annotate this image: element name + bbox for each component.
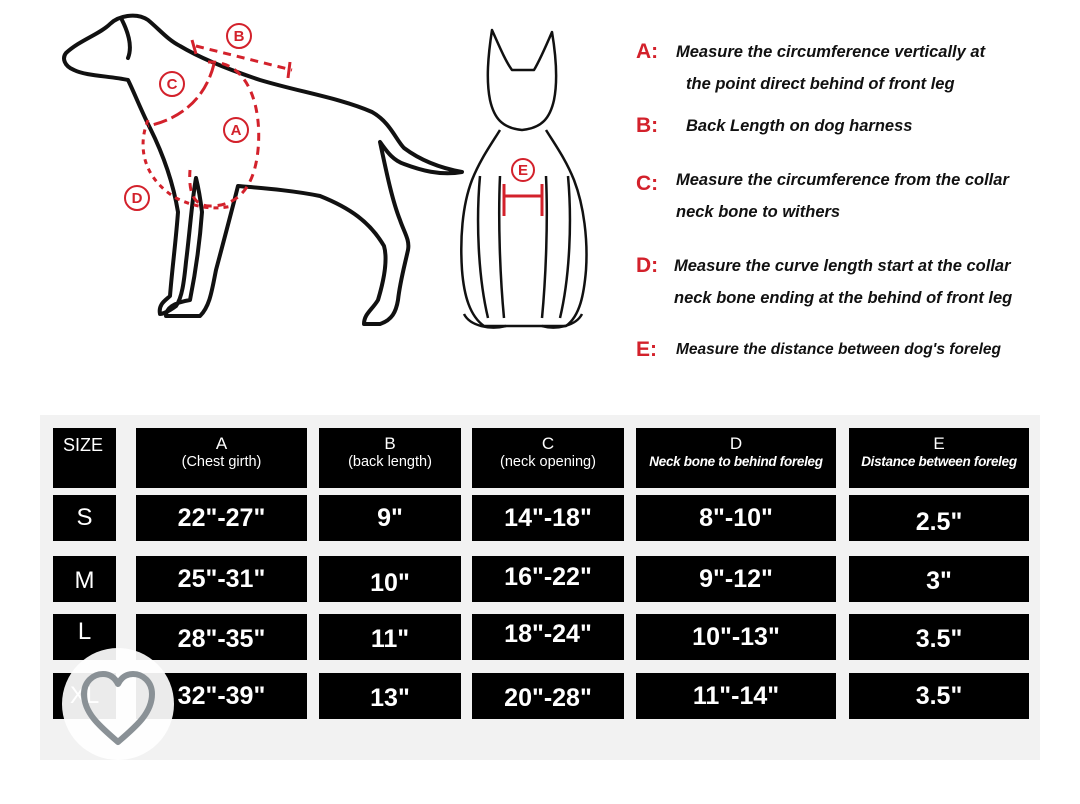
measure-line-b [196, 46, 292, 70]
header-cell-a [136, 428, 307, 488]
legend-e-line-1: Measure the distance between dog's foreleg [676, 341, 1001, 358]
row-l-col-d: 10"-13" [636, 614, 836, 660]
legend-key-e: E: [636, 338, 657, 361]
legend-key-b: B: [636, 114, 659, 137]
legend-key-d: D: [636, 254, 659, 277]
measure-line-d [143, 120, 232, 208]
side-dog-outline [64, 16, 462, 324]
legend-text-a [676, 36, 985, 100]
row-xl-col-a: 32"-39" [136, 673, 307, 719]
header-cell-c [472, 428, 624, 488]
header-c-key: C [541, 434, 555, 453]
header-d-sub: Neck bone to behind foreleg [649, 454, 823, 469]
legend-text-d [674, 250, 1012, 314]
row-s-col-a: 22"-27" [136, 495, 307, 541]
row-s-col-e: 2.5" [849, 495, 1029, 541]
header-d-key: D [729, 434, 743, 453]
row-xl-col-d: 11"-14" [636, 673, 836, 719]
size-cell-l: L [53, 614, 116, 660]
favorite-button[interactable] [62, 648, 174, 760]
row-l-col-b: 11" [319, 614, 461, 660]
row-m-col-e: 3" [849, 556, 1029, 602]
marker-d-label: D [131, 190, 143, 207]
legend-a-line-2: the point direct behind of front leg [686, 75, 955, 93]
row-xl-col-c: 20"-28" [472, 673, 624, 719]
row-s-col-b: 9" [319, 495, 461, 541]
row-m-col-a: 25"-31" [136, 556, 307, 602]
row-xl-col-e: 3.5" [849, 673, 1029, 719]
legend-key-c: C: [636, 172, 659, 195]
header-a-sub: (Chest girth) [181, 454, 262, 470]
legend-c-line-1: Measure the circumference from the collar [676, 171, 1009, 189]
header-e-key: E [933, 434, 945, 453]
header-cell-e [849, 428, 1029, 488]
header-e-sub: Distance between foreleg [861, 454, 1017, 469]
header-b-key: B [384, 434, 396, 453]
header-b-sub: (back length) [348, 454, 432, 470]
header-a-key: A [215, 434, 228, 453]
marker-b-label: B [233, 28, 245, 45]
legend-d-line-1: Measure the curve length start at the collar [674, 257, 1011, 275]
row-s-col-c: 14"-18" [472, 495, 624, 541]
measure-line-b-cap-right [288, 62, 290, 78]
row-m-col-c: 16"-22" [472, 556, 624, 602]
measure-line-c [148, 64, 214, 126]
row-m-col-b: 10" [319, 556, 461, 602]
row-l-col-c: 18"-24" [472, 614, 624, 660]
legend-c-line-2: neck bone to withers [676, 203, 841, 221]
size-cell-s: S [53, 495, 116, 541]
legend-text-e [676, 334, 1001, 366]
header-cell-b [319, 428, 461, 488]
legend-d-line-2: neck bone ending at the behind of front leg [674, 289, 1013, 307]
measure-line-e [504, 184, 542, 216]
header-c-sub: (neck opening) [500, 454, 596, 470]
header-cell-d [636, 428, 836, 488]
marker-e-label: E [517, 162, 529, 179]
heart-icon [62, 648, 174, 760]
marker-a-label: A [230, 122, 242, 139]
legend-a-line-1: Measure the circumference vertically at [676, 43, 986, 61]
row-l-col-a: 28"-35" [136, 614, 307, 660]
legend-text-b [686, 110, 912, 142]
row-xl-col-b: 13" [319, 673, 461, 719]
legend-key-a: A: [636, 40, 659, 63]
legend-b-line-1: Back Length on dog harness [686, 117, 913, 135]
marker-c-label: C [166, 76, 178, 93]
size-cell-m: M [53, 556, 116, 602]
row-l-col-e: 3.5" [849, 614, 1029, 660]
row-m-col-d: 9"-12" [636, 556, 836, 602]
size-header-cell: SIZE [53, 428, 116, 488]
legend-text-c [676, 164, 1009, 228]
row-s-col-d: 8"-10" [636, 495, 836, 541]
